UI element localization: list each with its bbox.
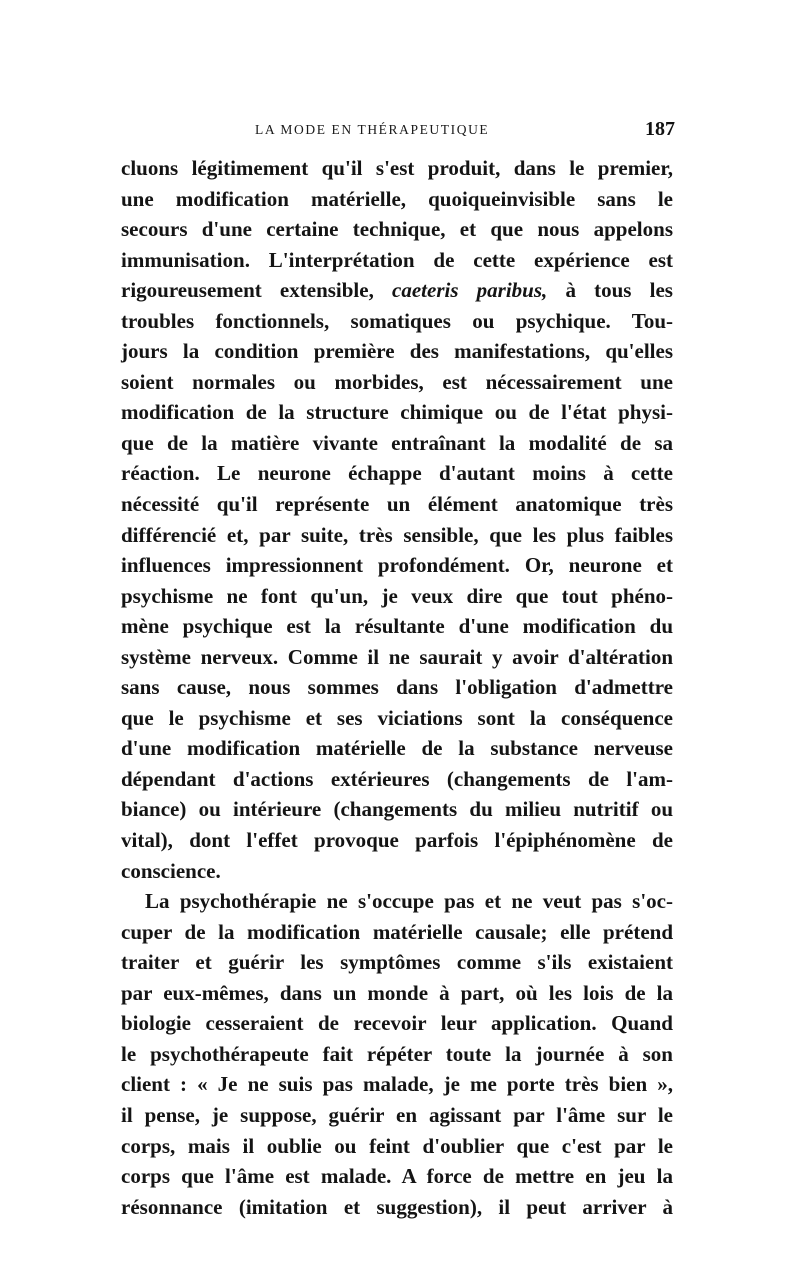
running-head <box>120 118 675 142</box>
text-line: que le psychisme et ses viciations sont la conséquence <box>121 705 673 730</box>
text-line: que de la matière vivante entraînant la modalité de sa <box>121 430 673 455</box>
text-line: biance) ou intérieure (changements du milieu nutritif ou <box>121 797 673 822</box>
text-line: par eux-mêmes, dans un monde à part, où les lois de la <box>121 980 673 1005</box>
text-line: soient normales ou morbides, est nécessairement une <box>121 369 673 394</box>
text-line: psychisme ne font qu'un, je veux dire que tout phéno- <box>121 583 673 608</box>
text-line: traiter et guérir les symptômes comme s'ils existaient <box>121 950 673 975</box>
text-segment: rigoureusement extensible, <box>121 278 393 303</box>
text-line: corps, mais il oublie ou feint d'oublier que c'est par le <box>121 1133 673 1158</box>
text-line: influences impressionnent profondément. Or, neurone et <box>121 553 673 578</box>
italic-latin-phrase: caeteris paribus, <box>392 278 548 303</box>
text-line: le psychothérapeute fait répéter toute la journée à son <box>121 1041 673 1066</box>
text-line: différencié et, par suite, très sensible, que les plus faibles <box>121 522 673 547</box>
paragraph-last-line: conscience. <box>121 858 221 883</box>
body-text <box>121 153 673 1222</box>
text-line: corps que l'âme est malade. A force de mettre en jeu la <box>121 1164 673 1189</box>
text-line: cuper de la modification matérielle causale; elle prétend <box>121 919 673 944</box>
text-line: modification de la structure chimique ou de l'état physi- <box>121 400 673 425</box>
text-line: mène psychique est la résultante d'une modification du <box>121 614 673 639</box>
text-line: jours la condition première des manifestations, qu'elles <box>121 339 673 364</box>
running-title: LA MODE EN THÉRAPEUTIQUE <box>255 122 490 137</box>
text-line <box>121 275 673 306</box>
text-line: immunisation. L'interprétation de cette expérience est <box>121 247 673 272</box>
text-line: vital), dont l'effet provoque parfois l'épiphénomène de <box>121 828 673 853</box>
text-line: sans cause, nous sommes dans l'obligation d'admettre <box>121 675 673 700</box>
text-line: biologie cesseraient de recevoir leur application. Quand <box>121 1011 673 1036</box>
text-segment: à tous les <box>547 278 673 303</box>
text-line: cluons légitimement qu'il s'est produit, dans le premier, <box>121 156 673 180</box>
text-line: une modification matérielle, quoiqueinvisible sans le <box>121 186 673 211</box>
page-number: 187 <box>645 118 675 140</box>
text-line: secours d'une certaine technique, et que nous appelons <box>121 217 673 242</box>
text-line: il pense, je suppose, guérir en agissant par l'âme sur le <box>121 1102 673 1127</box>
paragraph-first-line: La psychothérapie ne s'occupe pas et ne veut pas s'oc- <box>145 889 673 914</box>
text-line: réaction. Le neurone échappe d'autant moins à cette <box>121 461 673 486</box>
text-line: dépendant d'actions extérieures (changements de l'am- <box>121 766 673 791</box>
text-line: client : « Je ne suis pas malade, je me porte très bien », <box>121 1072 673 1097</box>
text-line: troubles fonctionnels, somatiques ou psychique. Tou- <box>121 308 673 333</box>
text-line: d'une modification matérielle de la substance nerveuse <box>121 736 673 761</box>
text-line: système nerveux. Comme il ne saurait y avoir d'altération <box>121 644 673 669</box>
text-line: résonnance (imitation et suggestion), il peut arriver à <box>121 1194 673 1219</box>
text-line: nécessité qu'il représente un élément anatomique très <box>121 492 673 517</box>
